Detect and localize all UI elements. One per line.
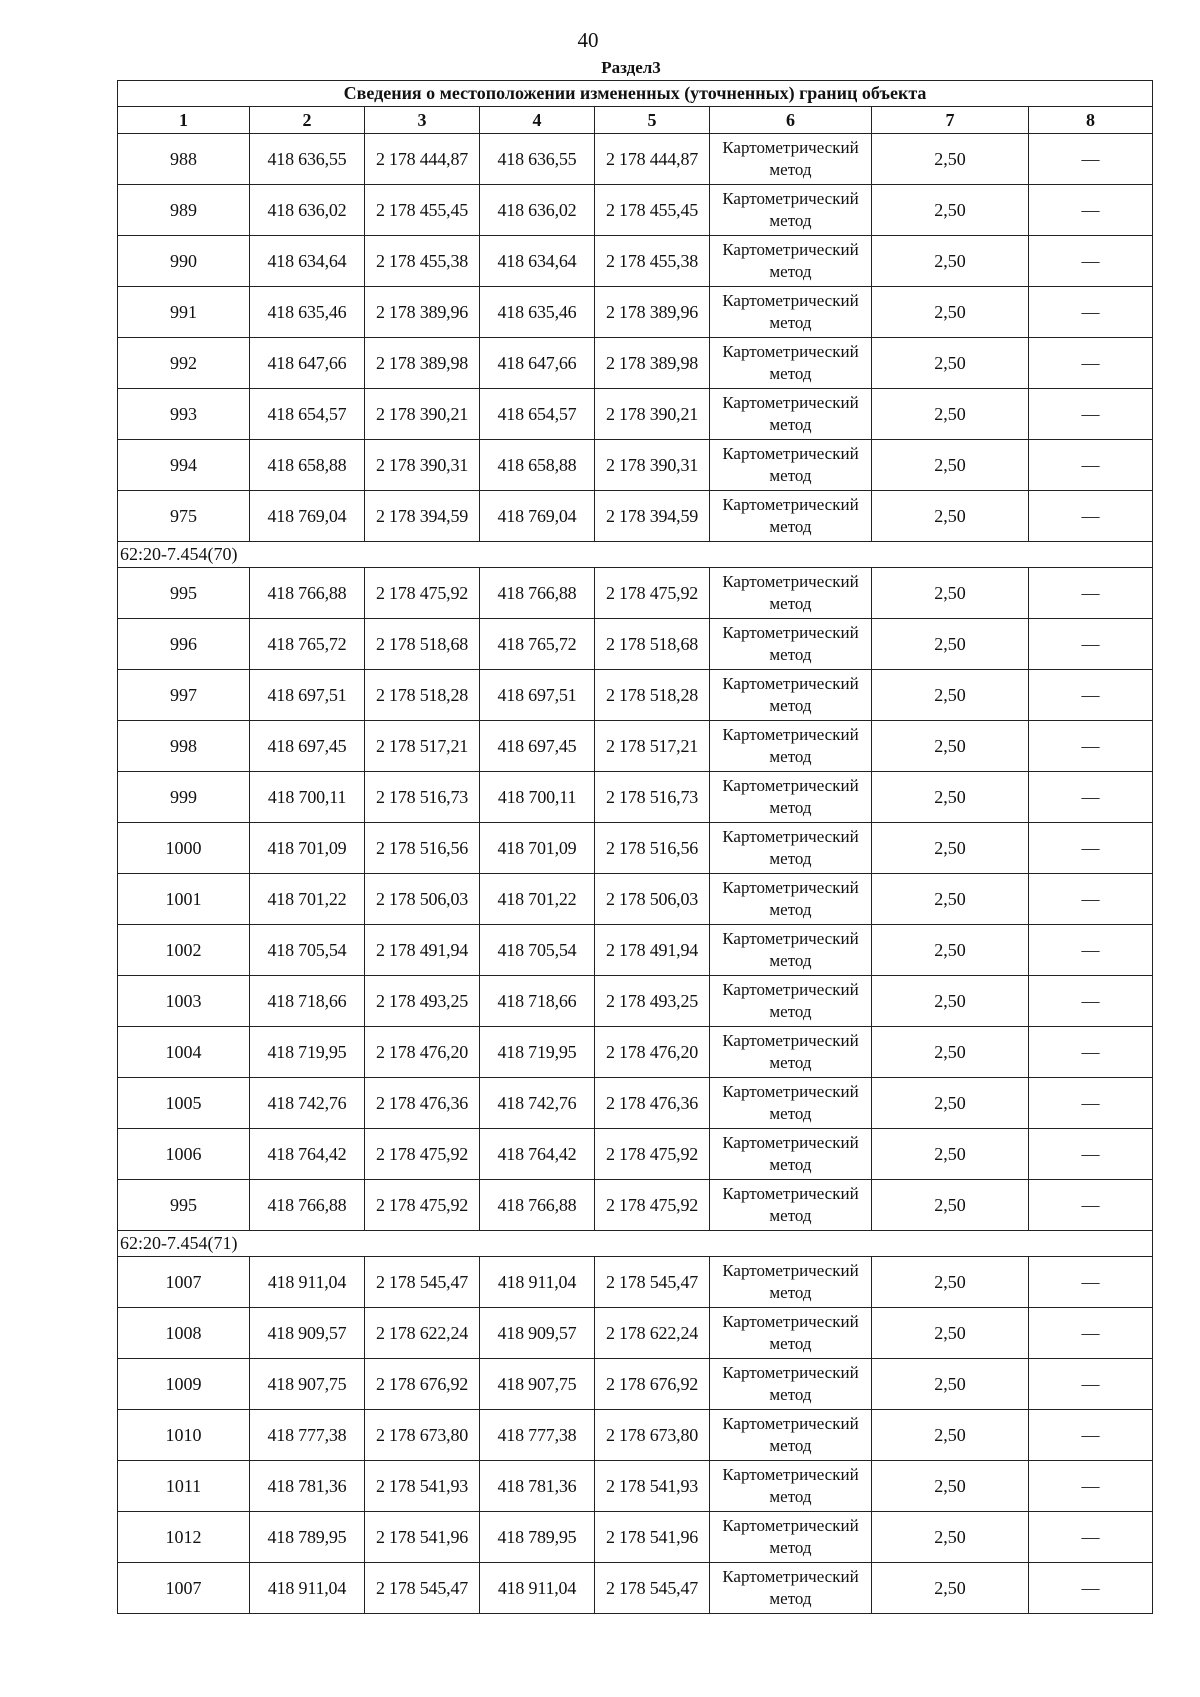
y-coordinate-existing-cell: 2 178 673,80 (365, 1410, 480, 1461)
x-coordinate-existing-cell: 418 789,95 (250, 1512, 365, 1563)
y-coordinate-existing-cell: 2 178 475,92 (365, 1180, 480, 1231)
table-row (118, 772, 1153, 823)
y-coordinate-existing-cell: 2 178 389,96 (365, 287, 480, 338)
point-number-cell: 990 (118, 236, 250, 287)
point-number-cell: 1006 (118, 1129, 250, 1180)
point-number-cell: 991 (118, 287, 250, 338)
y-coordinate-existing-cell: 2 178 516,56 (365, 823, 480, 874)
x-coordinate-existing-cell: 418 634,64 (250, 236, 365, 287)
method-cell: Картометрический метод (710, 389, 872, 440)
method-cell: Картометрический метод (710, 619, 872, 670)
note-cell: — (1029, 1129, 1153, 1180)
x-coordinate-existing-cell: 418 636,02 (250, 185, 365, 236)
x-coordinate-refined-cell: 418 654,57 (480, 389, 595, 440)
note-cell: — (1029, 491, 1153, 542)
y-coordinate-existing-cell: 2 178 390,31 (365, 440, 480, 491)
method-cell: Картометрический метод (710, 491, 872, 542)
parcel-label-row (118, 1231, 1153, 1257)
column-header: 5 (595, 107, 710, 134)
accuracy-cell: 2,50 (872, 389, 1029, 440)
note-cell: — (1029, 236, 1153, 287)
x-coordinate-existing-cell: 418 911,04 (250, 1563, 365, 1614)
y-coordinate-existing-cell: 2 178 493,25 (365, 976, 480, 1027)
table-row (118, 976, 1153, 1027)
x-coordinate-refined-cell: 418 634,64 (480, 236, 595, 287)
y-coordinate-refined-cell: 2 178 518,68 (595, 619, 710, 670)
point-number-cell: 995 (118, 1180, 250, 1231)
y-coordinate-refined-cell: 2 178 541,93 (595, 1461, 710, 1512)
point-number-cell: 993 (118, 389, 250, 440)
point-number-cell: 998 (118, 721, 250, 772)
point-number-cell: 1003 (118, 976, 250, 1027)
x-coordinate-refined-cell: 418 658,88 (480, 440, 595, 491)
x-coordinate-existing-cell: 418 701,22 (250, 874, 365, 925)
point-number-cell: 1001 (118, 874, 250, 925)
x-coordinate-refined-cell: 418 636,55 (480, 134, 595, 185)
y-coordinate-refined-cell: 2 178 676,92 (595, 1359, 710, 1410)
note-cell: — (1029, 721, 1153, 772)
method-cell: Картометрический метод (710, 823, 872, 874)
parcel-label: 62:20-7.454(71) (118, 1231, 1153, 1257)
x-coordinate-existing-cell: 418 718,66 (250, 976, 365, 1027)
table-header-row (118, 107, 1153, 134)
table-row (118, 925, 1153, 976)
note-cell: — (1029, 619, 1153, 670)
table-row (118, 823, 1153, 874)
y-coordinate-existing-cell: 2 178 518,28 (365, 670, 480, 721)
note-cell: — (1029, 287, 1153, 338)
method-cell: Картометрический метод (710, 1410, 872, 1461)
column-header: 6 (710, 107, 872, 134)
point-number-cell: 1011 (118, 1461, 250, 1512)
y-coordinate-refined-cell: 2 178 389,96 (595, 287, 710, 338)
point-number-cell: 1008 (118, 1308, 250, 1359)
note-cell: — (1029, 1180, 1153, 1231)
x-coordinate-existing-cell: 418 700,11 (250, 772, 365, 823)
x-coordinate-existing-cell: 418 909,57 (250, 1308, 365, 1359)
method-cell: Картометрический метод (710, 976, 872, 1027)
method-cell: Картометрический метод (710, 1512, 872, 1563)
note-cell: — (1029, 338, 1153, 389)
y-coordinate-refined-cell: 2 178 476,36 (595, 1078, 710, 1129)
method-cell: Картометрический метод (710, 721, 872, 772)
table-row (118, 185, 1153, 236)
method-cell: Картометрический метод (710, 772, 872, 823)
accuracy-cell: 2,50 (872, 976, 1029, 1027)
point-number-cell: 1009 (118, 1359, 250, 1410)
point-number-cell: 1002 (118, 925, 250, 976)
x-coordinate-refined-cell: 418 701,22 (480, 874, 595, 925)
y-coordinate-existing-cell: 2 178 475,92 (365, 568, 480, 619)
table-row (118, 1512, 1153, 1563)
method-cell: Картометрический метод (710, 440, 872, 491)
method-cell: Картометрический метод (710, 338, 872, 389)
method-cell: Картометрический метод (710, 287, 872, 338)
point-number-cell: 989 (118, 185, 250, 236)
y-coordinate-refined-cell: 2 178 476,20 (595, 1027, 710, 1078)
method-cell: Картометрический метод (710, 925, 872, 976)
point-number-cell: 997 (118, 670, 250, 721)
x-coordinate-existing-cell: 418 635,46 (250, 287, 365, 338)
y-coordinate-existing-cell: 2 178 444,87 (365, 134, 480, 185)
accuracy-cell: 2,50 (872, 619, 1029, 670)
x-coordinate-existing-cell: 418 765,72 (250, 619, 365, 670)
accuracy-cell: 2,50 (872, 670, 1029, 721)
method-cell: Картометрический метод (710, 874, 872, 925)
table-caption-row (118, 81, 1153, 107)
table-row (118, 1461, 1153, 1512)
x-coordinate-existing-cell: 418 719,95 (250, 1027, 365, 1078)
note-cell: — (1029, 1027, 1153, 1078)
point-number-cell: 1012 (118, 1512, 250, 1563)
table-row (118, 721, 1153, 772)
note-cell: — (1029, 568, 1153, 619)
method-cell: Картометрический метод (710, 185, 872, 236)
x-coordinate-existing-cell: 418 766,88 (250, 568, 365, 619)
accuracy-cell: 2,50 (872, 1129, 1029, 1180)
x-coordinate-existing-cell: 418 777,38 (250, 1410, 365, 1461)
y-coordinate-refined-cell: 2 178 673,80 (595, 1410, 710, 1461)
accuracy-cell: 2,50 (872, 721, 1029, 772)
note-cell: — (1029, 670, 1153, 721)
table-row (118, 1359, 1153, 1410)
x-coordinate-existing-cell: 418 764,42 (250, 1129, 365, 1180)
point-number-cell: 1010 (118, 1410, 250, 1461)
x-coordinate-refined-cell: 418 766,88 (480, 568, 595, 619)
parcel-label-row (118, 542, 1153, 568)
y-coordinate-existing-cell: 2 178 676,92 (365, 1359, 480, 1410)
parcel-label: 62:20-7.454(70) (118, 542, 1153, 568)
y-coordinate-refined-cell: 2 178 622,24 (595, 1308, 710, 1359)
x-coordinate-refined-cell: 418 764,42 (480, 1129, 595, 1180)
note-cell: — (1029, 1410, 1153, 1461)
y-coordinate-refined-cell: 2 178 516,56 (595, 823, 710, 874)
point-number-cell: 999 (118, 772, 250, 823)
note-cell: — (1029, 976, 1153, 1027)
point-number-cell: 1004 (118, 1027, 250, 1078)
table-row (118, 619, 1153, 670)
point-number-cell: 992 (118, 338, 250, 389)
x-coordinate-refined-cell: 418 907,75 (480, 1359, 595, 1410)
y-coordinate-existing-cell: 2 178 394,59 (365, 491, 480, 542)
x-coordinate-existing-cell: 418 766,88 (250, 1180, 365, 1231)
accuracy-cell: 2,50 (872, 287, 1029, 338)
method-cell: Картометрический метод (710, 1129, 872, 1180)
accuracy-cell: 2,50 (872, 874, 1029, 925)
x-coordinate-refined-cell: 418 766,88 (480, 1180, 595, 1231)
note-cell: — (1029, 772, 1153, 823)
table-row (118, 1129, 1153, 1180)
table-row (118, 1410, 1153, 1461)
y-coordinate-refined-cell: 2 178 493,25 (595, 976, 710, 1027)
table-row (118, 1027, 1153, 1078)
accuracy-cell: 2,50 (872, 1308, 1029, 1359)
x-coordinate-refined-cell: 418 701,09 (480, 823, 595, 874)
x-coordinate-refined-cell: 418 636,02 (480, 185, 595, 236)
y-coordinate-refined-cell: 2 178 455,38 (595, 236, 710, 287)
method-cell: Картометрический метод (710, 1563, 872, 1614)
method-cell: Картометрический метод (710, 568, 872, 619)
x-coordinate-refined-cell: 418 789,95 (480, 1512, 595, 1563)
y-coordinate-existing-cell: 2 178 506,03 (365, 874, 480, 925)
x-coordinate-existing-cell: 418 654,57 (250, 389, 365, 440)
accuracy-cell: 2,50 (872, 1078, 1029, 1129)
accuracy-cell: 2,50 (872, 338, 1029, 389)
table-row (118, 236, 1153, 287)
accuracy-cell: 2,50 (872, 491, 1029, 542)
note-cell: — (1029, 874, 1153, 925)
note-cell: — (1029, 185, 1153, 236)
y-coordinate-existing-cell: 2 178 476,20 (365, 1027, 480, 1078)
x-coordinate-refined-cell: 418 635,46 (480, 287, 595, 338)
method-cell: Картометрический метод (710, 1180, 872, 1231)
x-coordinate-existing-cell: 418 769,04 (250, 491, 365, 542)
accuracy-cell: 2,50 (872, 1359, 1029, 1410)
accuracy-cell: 2,50 (872, 1180, 1029, 1231)
point-number-cell: 1007 (118, 1563, 250, 1614)
y-coordinate-refined-cell: 2 178 444,87 (595, 134, 710, 185)
y-coordinate-refined-cell: 2 178 475,92 (595, 1129, 710, 1180)
table-row (118, 1308, 1153, 1359)
x-coordinate-existing-cell: 418 781,36 (250, 1461, 365, 1512)
table-row (118, 568, 1153, 619)
x-coordinate-existing-cell: 418 647,66 (250, 338, 365, 389)
accuracy-cell: 2,50 (872, 1410, 1029, 1461)
y-coordinate-refined-cell: 2 178 518,28 (595, 670, 710, 721)
note-cell: — (1029, 1461, 1153, 1512)
y-coordinate-refined-cell: 2 178 545,47 (595, 1563, 710, 1614)
accuracy-cell: 2,50 (872, 440, 1029, 491)
note-cell: — (1029, 925, 1153, 976)
x-coordinate-refined-cell: 418 719,95 (480, 1027, 595, 1078)
y-coordinate-refined-cell: 2 178 389,98 (595, 338, 710, 389)
method-cell: Картометрический метод (710, 236, 872, 287)
x-coordinate-refined-cell: 418 705,54 (480, 925, 595, 976)
x-coordinate-refined-cell: 418 700,11 (480, 772, 595, 823)
column-header: 4 (480, 107, 595, 134)
y-coordinate-refined-cell: 2 178 506,03 (595, 874, 710, 925)
table-row (118, 1257, 1153, 1308)
section-title: Раздел3 (601, 58, 661, 77)
y-coordinate-existing-cell: 2 178 541,96 (365, 1512, 480, 1563)
x-coordinate-existing-cell: 418 742,76 (250, 1078, 365, 1129)
table-row (118, 1078, 1153, 1129)
y-coordinate-existing-cell: 2 178 516,73 (365, 772, 480, 823)
note-cell: — (1029, 389, 1153, 440)
note-cell: — (1029, 134, 1153, 185)
x-coordinate-existing-cell: 418 658,88 (250, 440, 365, 491)
y-coordinate-existing-cell: 2 178 491,94 (365, 925, 480, 976)
y-coordinate-existing-cell: 2 178 390,21 (365, 389, 480, 440)
method-cell: Картометрический метод (710, 1078, 872, 1129)
point-number-cell: 1005 (118, 1078, 250, 1129)
x-coordinate-refined-cell: 418 911,04 (480, 1257, 595, 1308)
table-row (118, 287, 1153, 338)
note-cell: — (1029, 1512, 1153, 1563)
y-coordinate-refined-cell: 2 178 516,73 (595, 772, 710, 823)
table-row (118, 670, 1153, 721)
note-cell: — (1029, 823, 1153, 874)
accuracy-cell: 2,50 (872, 185, 1029, 236)
y-coordinate-existing-cell: 2 178 518,68 (365, 619, 480, 670)
x-coordinate-refined-cell: 418 765,72 (480, 619, 595, 670)
method-cell: Картометрический метод (710, 1308, 872, 1359)
y-coordinate-existing-cell: 2 178 545,47 (365, 1563, 480, 1614)
y-coordinate-existing-cell: 2 178 475,92 (365, 1129, 480, 1180)
accuracy-cell: 2,50 (872, 1563, 1029, 1614)
note-cell: — (1029, 1563, 1153, 1614)
x-coordinate-refined-cell: 418 742,76 (480, 1078, 595, 1129)
accuracy-cell: 2,50 (872, 1257, 1029, 1308)
y-coordinate-refined-cell: 2 178 394,59 (595, 491, 710, 542)
point-number-cell: 975 (118, 491, 250, 542)
y-coordinate-existing-cell: 2 178 517,21 (365, 721, 480, 772)
x-coordinate-refined-cell: 418 777,38 (480, 1410, 595, 1461)
y-coordinate-refined-cell: 2 178 491,94 (595, 925, 710, 976)
y-coordinate-existing-cell: 2 178 541,93 (365, 1461, 480, 1512)
point-number-cell: 1007 (118, 1257, 250, 1308)
table-row (118, 440, 1153, 491)
table-row (118, 491, 1153, 542)
accuracy-cell: 2,50 (872, 236, 1029, 287)
point-number-cell: 988 (118, 134, 250, 185)
method-cell: Картометрический метод (710, 1257, 872, 1308)
table-caption: Сведения о местоположении измененных (уточненных) границ объекта (118, 81, 1153, 107)
x-coordinate-existing-cell: 418 636,55 (250, 134, 365, 185)
method-cell: Картометрический метод (710, 1027, 872, 1078)
note-cell: — (1029, 440, 1153, 491)
y-coordinate-existing-cell: 2 178 622,24 (365, 1308, 480, 1359)
x-coordinate-existing-cell: 418 911,04 (250, 1257, 365, 1308)
accuracy-cell: 2,50 (872, 1512, 1029, 1563)
point-number-cell: 995 (118, 568, 250, 619)
column-header: 2 (250, 107, 365, 134)
x-coordinate-existing-cell: 418 701,09 (250, 823, 365, 874)
x-coordinate-refined-cell: 418 911,04 (480, 1563, 595, 1614)
x-coordinate-refined-cell: 418 718,66 (480, 976, 595, 1027)
column-header: 3 (365, 107, 480, 134)
point-number-cell: 1000 (118, 823, 250, 874)
method-cell: Картометрический метод (710, 670, 872, 721)
y-coordinate-existing-cell: 2 178 455,45 (365, 185, 480, 236)
method-cell: Картометрический метод (710, 1359, 872, 1410)
x-coordinate-refined-cell: 418 697,51 (480, 670, 595, 721)
x-coordinate-existing-cell: 418 705,54 (250, 925, 365, 976)
table-row (118, 1180, 1153, 1231)
y-coordinate-refined-cell: 2 178 541,96 (595, 1512, 710, 1563)
column-header: 1 (118, 107, 250, 134)
x-coordinate-existing-cell: 418 697,51 (250, 670, 365, 721)
note-cell: — (1029, 1308, 1153, 1359)
x-coordinate-refined-cell: 418 647,66 (480, 338, 595, 389)
x-coordinate-refined-cell: 418 769,04 (480, 491, 595, 542)
x-coordinate-refined-cell: 418 781,36 (480, 1461, 595, 1512)
note-cell: — (1029, 1359, 1153, 1410)
column-header: 7 (872, 107, 1029, 134)
y-coordinate-refined-cell: 2 178 475,92 (595, 1180, 710, 1231)
table-row (118, 389, 1153, 440)
y-coordinate-refined-cell: 2 178 455,45 (595, 185, 710, 236)
y-coordinate-refined-cell: 2 178 390,31 (595, 440, 710, 491)
point-number-cell: 996 (118, 619, 250, 670)
y-coordinate-refined-cell: 2 178 475,92 (595, 568, 710, 619)
table-row (118, 338, 1153, 389)
y-coordinate-refined-cell: 2 178 545,47 (595, 1257, 710, 1308)
accuracy-cell: 2,50 (872, 772, 1029, 823)
accuracy-cell: 2,50 (872, 823, 1029, 874)
accuracy-cell: 2,50 (872, 1027, 1029, 1078)
boundary-coordinates-table (117, 80, 1153, 1614)
column-header: 8 (1029, 107, 1153, 134)
x-coordinate-existing-cell: 418 907,75 (250, 1359, 365, 1410)
accuracy-cell: 2,50 (872, 925, 1029, 976)
note-cell: — (1029, 1257, 1153, 1308)
accuracy-cell: 2,50 (872, 134, 1029, 185)
y-coordinate-existing-cell: 2 178 476,36 (365, 1078, 480, 1129)
y-coordinate-existing-cell: 2 178 545,47 (365, 1257, 480, 1308)
method-cell: Картометрический метод (710, 1461, 872, 1512)
table-row (118, 1563, 1153, 1614)
table-row (118, 134, 1153, 185)
accuracy-cell: 2,50 (872, 568, 1029, 619)
point-number-cell: 994 (118, 440, 250, 491)
accuracy-cell: 2,50 (872, 1461, 1029, 1512)
y-coordinate-refined-cell: 2 178 517,21 (595, 721, 710, 772)
x-coordinate-existing-cell: 418 697,45 (250, 721, 365, 772)
y-coordinate-existing-cell: 2 178 455,38 (365, 236, 480, 287)
y-coordinate-existing-cell: 2 178 389,98 (365, 338, 480, 389)
x-coordinate-refined-cell: 418 909,57 (480, 1308, 595, 1359)
y-coordinate-refined-cell: 2 178 390,21 (595, 389, 710, 440)
table-row (118, 874, 1153, 925)
note-cell: — (1029, 1078, 1153, 1129)
x-coordinate-refined-cell: 418 697,45 (480, 721, 595, 772)
method-cell: Картометрический метод (710, 134, 872, 185)
page-number: 40 (577, 28, 599, 52)
